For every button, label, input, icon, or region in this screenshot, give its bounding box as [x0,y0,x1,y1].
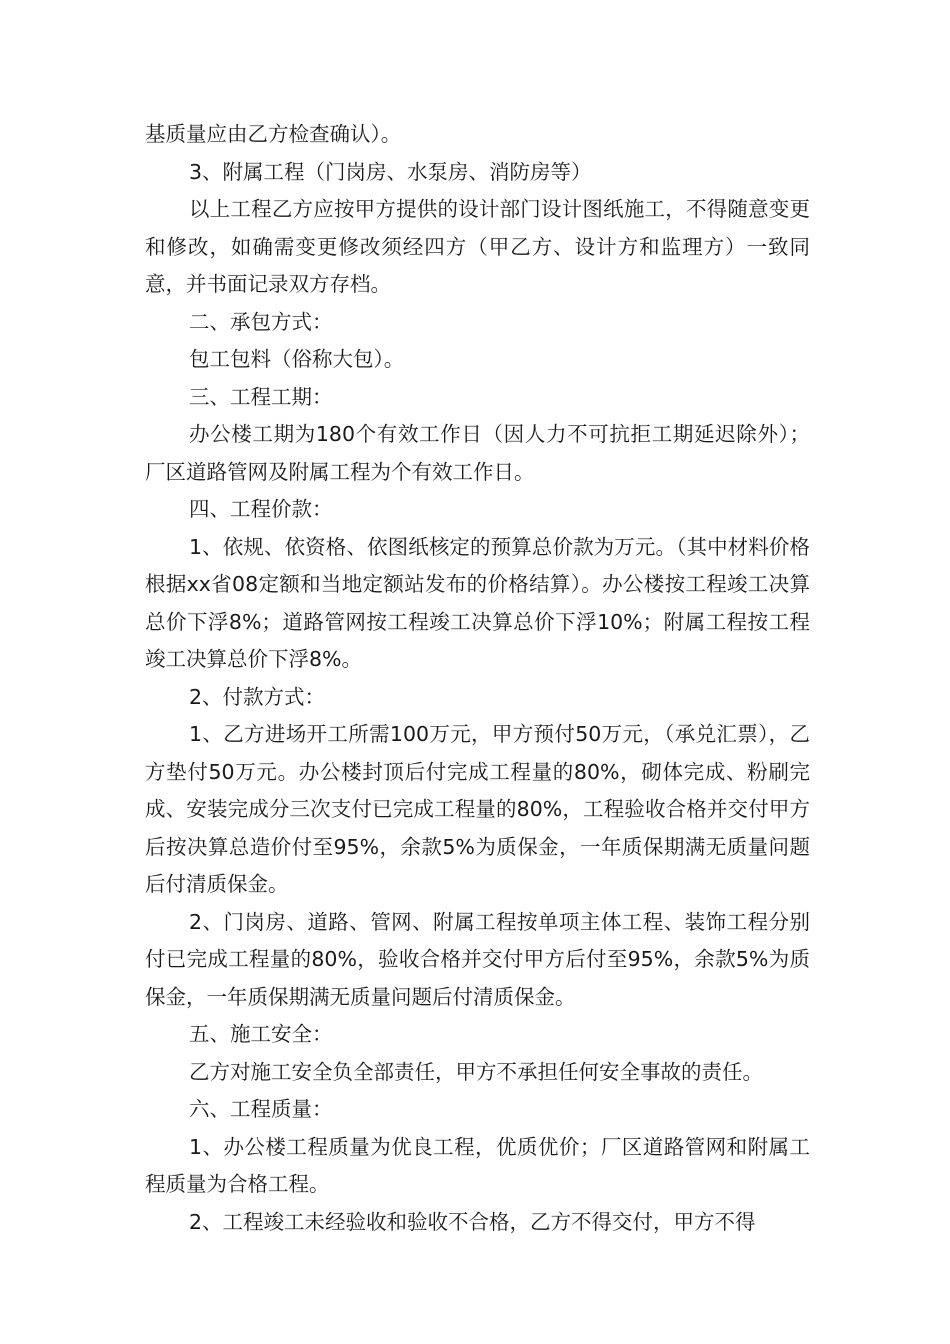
paragraph: 1、乙方进场开工所需100万元，甲方预付50万元，（承兑汇票），乙方垫付50万元。办公楼封顶后付完成工程量的80%，砌体完成、粉刷完成、安装完成分三次支付已完成工程量的80%，工程验收合格并交付甲方后按决算总造价付至95%，余款5%为质保金，一年质保期满无质量问题后付清质保金。 [145,722,810,896]
section-heading: 六、工程质量： [189,1097,333,1121]
section-heading: 三、工程工期： [189,384,333,409]
paragraph: 乙方对施工安全负全部责任，甲方不承担任何安全事故的责任。 [189,1059,763,1084]
paragraph: 2、门岗房、道路、管网、附属工程按单项主体工程、装饰工程分别付已完成工程量的80%，验收合格并交付甲方后付至95%，余款5%为质保金，一年质保期满无质量问题后付清质保金。 [145,909,810,1009]
paragraph: 1、依规、依资格、依图纸核定的预算总价款为万元。（其中材料价格根据xx省08定额和当地定额站发布的价格结算）。办公楼按工程竣工决算总价下浮8%；道路管网按工程竣工决算总价下浮10%；附属工程按工程竣工决算总价下浮8%。 [145,534,810,671]
paragraph: 基质量应由乙方检查确认）。 [145,122,402,146]
section-heading: 二、承包方式： [189,309,333,334]
paragraph: 2、工程竣工未经验收和验收不合格，乙方不得交付，甲方不得 [189,1209,756,1234]
paragraph: 以上工程乙方应按甲方提供的设计部门设计图纸施工，不得随意变更和修改，如确需变更修改须经四方（甲乙方、设计方和监理方）一致同意，并书面记录双方存档。 [145,197,810,296]
paragraph: 3、附属工程（门岗房、水泵房、消防房等） [189,159,592,184]
document-body [145,116,810,1241]
paragraph: 包工包料（俗称大包）。 [189,347,405,371]
section-heading: 四、工程价款： [189,497,333,521]
section-heading: 五、施工安全： [189,1022,333,1046]
paragraph: 1、办公楼工程质量为优良工程，优质优价；厂区道路管网和附属工程质量为合格工程。 [145,1134,810,1196]
subsection-heading: 2、付款方式： [189,684,326,709]
paragraph: 办公楼工期为180个有效工作日（因人力不可抗拒工期延迟除外）；厂区道路管网及附属工程为个有效工作日。 [145,422,810,484]
